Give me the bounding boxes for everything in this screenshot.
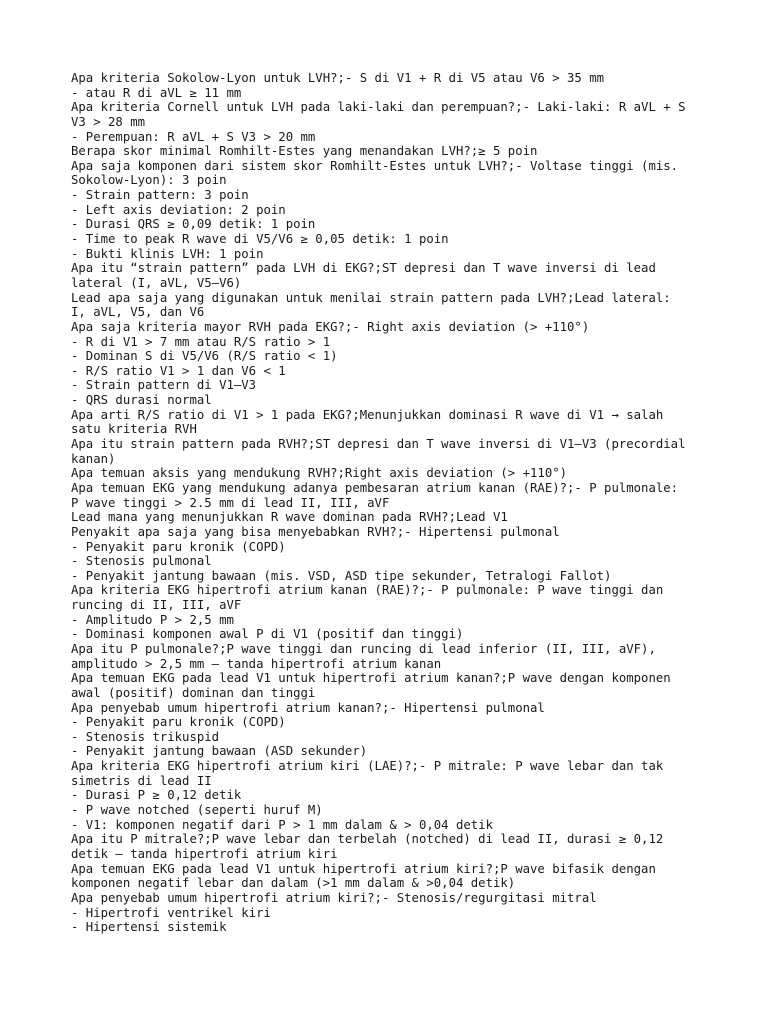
text-line: Apa saja komponen dari sistem skor Romhilt-Estes untuk LVH?;- Voltase tinggi (mis. — [71, 158, 679, 173]
text-line: lateral (I, aVL, V5–V6) — [71, 275, 242, 290]
text-line: Apa kriteria EKG hipertrofi atrium kiri (LAE)?;- P mitrale: P wave lebar dan tak — [71, 759, 664, 774]
text-line: Apa kriteria EKG hipertrofi atrium kanan (RAE)?;- P pulmonale: P wave tinggi dan — [71, 583, 664, 598]
text-line: Apa itu strain pattern pada RVH?;ST depresi dan T wave inversi di V1–V3 (precordial — [71, 437, 686, 452]
text-line: - Amplitudo P > 2,5 mm — [71, 612, 234, 627]
text-line: - Perempuan: R aVL + S V3 > 20 mm — [71, 129, 316, 144]
text-line: Lead mana yang menunjukkan R wave dominan pada RVH?;Lead V1 — [71, 510, 508, 525]
text-line: Sokolow-Lyon): 3 poin — [71, 173, 227, 188]
text-line: Apa arti R/S ratio di V1 > 1 pada EKG?;Menunjukkan dominasi R wave di V1 → salah — [71, 407, 664, 422]
text-line: - V1: komponen negatif dari P > 1 mm dalam & > 0,04 detik — [71, 817, 493, 832]
document-page — [71, 71, 711, 935]
text-line: - QRS durasi normal — [71, 393, 212, 408]
text-line: satu kriteria RVH — [71, 422, 197, 437]
text-line: Apa itu P mitrale?;P wave lebar dan terbelah (notched) di lead II, durasi ≥ 0,12 — [71, 832, 664, 847]
text-line: Apa saja kriteria mayor RVH pada EKG?;- Right axis deviation (> +110°) — [71, 319, 590, 334]
text-line: - Stenosis pulmonal — [71, 554, 212, 569]
text-line: - Time to peak R wave di V5/V6 ≥ 0,05 detik: 1 poin — [71, 232, 449, 247]
text-line: Apa penyebab umum hipertrofi atrium kiri?;- Stenosis/regurgitasi mitral — [71, 890, 597, 905]
text-line: V3 > 28 mm — [71, 114, 146, 129]
text-line: komponen negatif lebar dan dalam (>1 mm dalam & >0,04 detik) — [71, 876, 516, 891]
text-line: - Left axis deviation: 2 poin — [71, 202, 286, 217]
text-line: - R/S ratio V1 > 1 dan V6 < 1 — [71, 363, 286, 378]
text-line: - Hipertensi sistemik — [71, 920, 227, 935]
text-line: - Penyakit jantung bawaan (mis. VSD, ASD tipe sekunder, Tetralogi Fallot) — [71, 568, 612, 583]
text-line: - R di V1 > 7 mm atau R/S ratio > 1 — [71, 334, 331, 349]
text-line: - Penyakit jantung bawaan (ASD sekunder) — [71, 744, 368, 759]
text-line: - Strain pattern di V1–V3 — [71, 378, 257, 393]
text-line: - Hipertrofi ventrikel kiri — [71, 905, 271, 920]
text-line: - Durasi P ≥ 0,12 detik — [71, 788, 242, 803]
text-line: - Dominan S di V5/V6 (R/S ratio < 1) — [71, 349, 338, 364]
text-line: Lead apa saja yang digunakan untuk menilai strain pattern pada LVH?;Lead lateral: — [71, 290, 671, 305]
text-line: - atau R di aVL ≥ 11 mm — [71, 85, 242, 100]
text-line: - Stenosis trikuspid — [71, 729, 220, 744]
text-line: detik — tanda hipertrofi atrium kiri — [71, 846, 338, 861]
text-line: Apa itu “strain pattern” pada LVH di EKG?;ST depresi dan T wave inversi di lead — [71, 261, 656, 276]
text-line: Apa temuan aksis yang mendukung RVH?;Right axis deviation (> +110°) — [71, 466, 568, 481]
text-line: runcing di II, III, aVF — [71, 598, 242, 613]
text-line: Apa kriteria Cornell untuk LVH pada laki-laki dan perempuan?;- Laki-laki: R aVL + S — [71, 100, 686, 115]
text-line: simetris di lead II — [71, 773, 212, 788]
text-line: - Bukti klinis LVH: 1 poin — [71, 246, 264, 261]
text-line: Apa kriteria Sokolow-Lyon untuk LVH?;- S di V1 + R di V5 atau V6 > 35 mm — [71, 71, 605, 85]
text-line: Apa temuan EKG pada lead V1 untuk hipertrofi atrium kanan?;P wave dengan komponen — [71, 671, 671, 686]
text-line: Apa temuan EKG yang mendukung adanya pembesaran atrium kanan (RAE)?;- P pulmonale: — [71, 480, 679, 495]
text-line: - Durasi QRS ≥ 0,09 detik: 1 poin — [71, 217, 316, 232]
text-line: Apa itu P pulmonale?;P wave tinggi dan runcing di lead inferior (II, III, aVF), — [71, 641, 656, 656]
text-line: kanan) — [71, 451, 116, 466]
text-line: - Penyakit paru kronik (COPD) — [71, 539, 286, 554]
text-line: P wave tinggi > 2.5 mm di lead II, III, aVF — [71, 495, 390, 510]
text-line: - Dominasi komponen awal P di V1 (positif dan tinggi) — [71, 627, 464, 642]
text-line: - Strain pattern: 3 poin — [71, 188, 249, 203]
text-line: - P wave notched (seperti huruf M) — [71, 803, 323, 818]
text-line: awal (positif) dominan dan tinggi — [71, 685, 316, 700]
text-line: Apa penyebab umum hipertrofi atrium kanan?;- Hipertensi pulmonal — [71, 700, 545, 715]
text-line: - Penyakit paru kronik (COPD) — [71, 715, 286, 730]
text-line: Penyakit apa saja yang bisa menyebabkan RVH?;- Hipertensi pulmonal — [71, 524, 560, 539]
text-line: Apa temuan EKG pada lead V1 untuk hipertrofi atrium kiri?;P wave bifasik dengan — [71, 861, 656, 876]
text-line: I, aVL, V5, dan V6 — [71, 305, 205, 320]
text-line: amplitudo > 2,5 mm — tanda hipertrofi atrium kanan — [71, 656, 442, 671]
text-line: Berapa skor minimal Romhilt-Estes yang menandakan LVH?;≥ 5 poin — [71, 144, 538, 159]
